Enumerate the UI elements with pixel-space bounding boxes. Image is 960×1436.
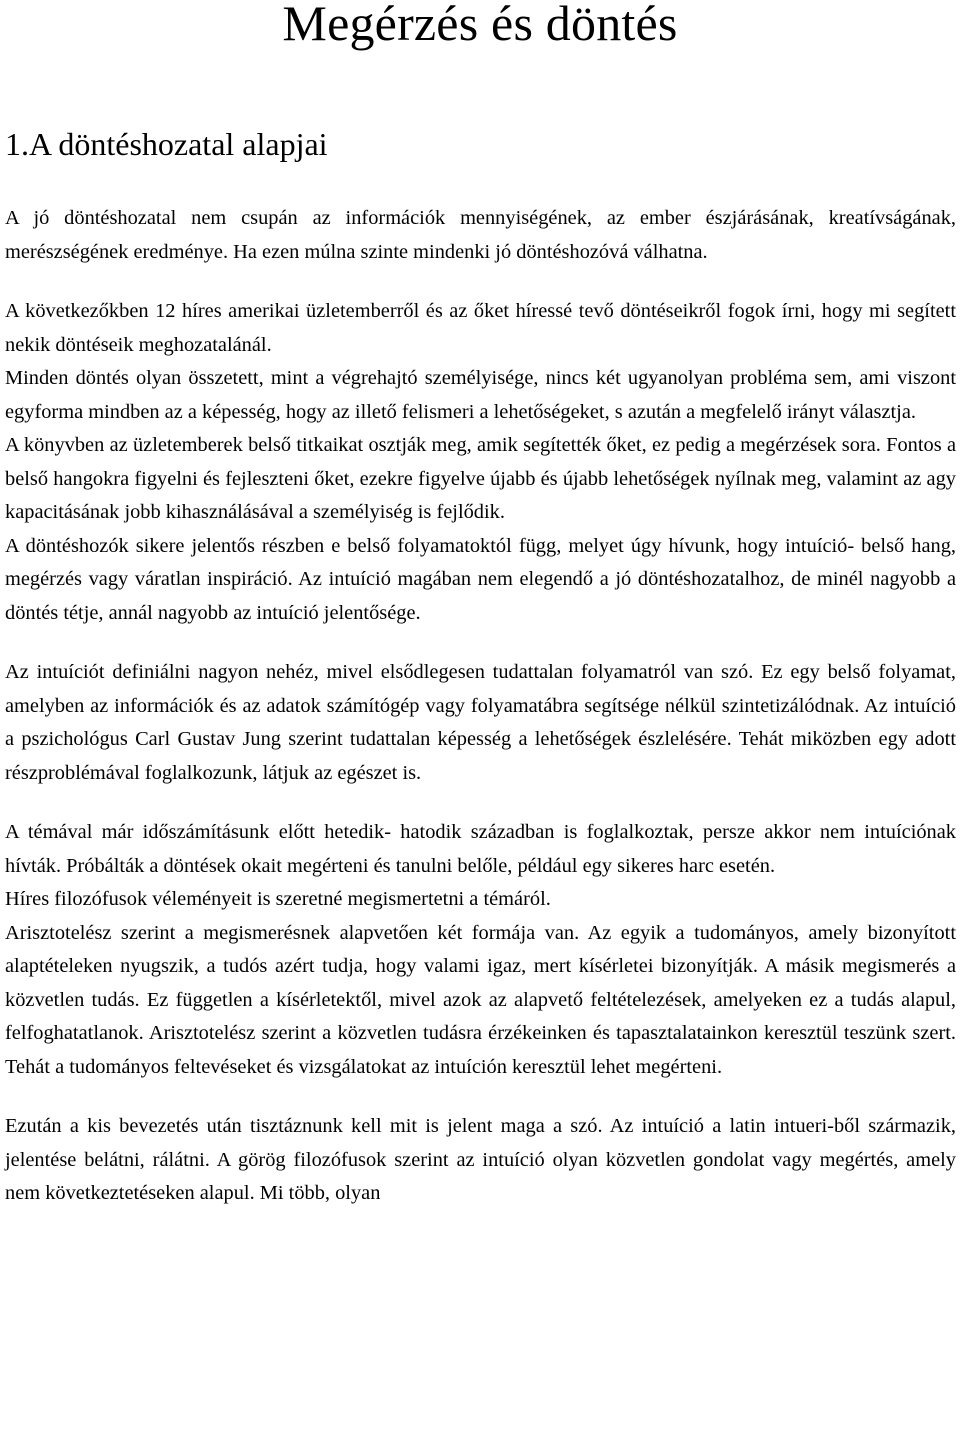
paragraph: Híres filozófusok véleményeit is szeretné megismertetni a témáról.	[5, 888, 551, 910]
document-body	[5, 202, 956, 1211]
paragraph: A témával már időszámításunk előtt hetedik- hatodik században is foglalkoztak, persze akkor nem intuíciónak hívták. Próbálták a döntések okait megérteni és tanulni belőle, például egy sikeres harc esetén.	[5, 821, 956, 877]
paragraph: Minden döntés olyan összetett, mint a végrehajtó személyisége, nincs két ugyanolyan probléma sem, ami viszont egyforma mindben az a képesség, hogy az illető felismeri a lehetőségeket, s azután a megfelelő irányt választja.	[5, 367, 956, 423]
paragraph: Ezután a kis bevezetés után tisztáznunk kell mit is jelent maga a szó. Az intuíció a latin intueri-ből származik, jelentése belátni, rálátni. A görög filozófusok szerint az intuíció olyan közvetlen gondolat vagy megértés, amely nem következtetéseken alapul. Mi több, olyan	[5, 1115, 956, 1204]
document-title: Megérzés és döntés	[282, 0, 678, 51]
section-heading: 1.A döntéshozatal alapjai	[5, 126, 328, 162]
paragraph: A jó döntéshozatal nem csupán az információk mennyiségének, az ember észjárásának, kreatívságának, merészségének eredménye. Ha ezen múlna szinte mindenki jó döntéshozóvá válhatna.	[5, 207, 956, 263]
paragraph: A következőkben 12 híres amerikai üzletemberről és az őket híressé tevő döntéseikről fogok írni, hogy mi segített nekik döntéseik meghozatalánál.	[5, 300, 956, 356]
paragraph: A döntéshozók sikere jelentős részben e belső folyamatoktól függ, melyet úgy hívunk, hogy intuíció- belső hang, megérzés vagy váratlan inspiráció. Az intuíció magában nem elegendő a jó döntéshozatalhoz, de minél nagyobb a döntés tétje, annál nagyobb az intuíció jelentősége.	[5, 534, 956, 624]
paragraph: Az intuíciót definiálni nagyon nehéz, mivel elsődlegesen tudattalan folyamatról van szó. Ez egy belső folyamat, amelyben az információk és az adatok számítógép vagy folyamatábra segítsége nélkül szintetizálódnak. Az intuíció a pszichológus Carl Gustav Jung szerint tudattalan képesség a lehetőségek észlelésére. Tehát miközben egy adott részproblémával foglalkozunk, látjuk az egészet is.	[5, 661, 956, 784]
paragraph: A könyvben az üzletemberek belső titkaikat osztják meg, amik segítették őket, ez pedig a megérzések sora. Fontos a belső hangokra figyelni és fejleszteni őket, ezekre figyelve újabb és újabb lehetőségek nyílnak meg, valamint az agy kapacitásának jobb kihasználásával a személyiség is fejlődik.	[5, 434, 956, 523]
paragraph: Arisztotelész szerint a megismerésnek alapvetően két formája van. Az egyik a tudományos, amely bizonyított alaptételeken nyugszik, a tudós azért tudja, hogy valami igaz, mert kísérletei bizonyítják. A másik megismerés a közvetlen tudás. Ez független a kísérletektől, mivel azok az alapvető feltételezések, amelyeken ez a tudás alapul, felfoghatatlanok. Arisztotelész szerint a közvetlen tudásra érzékeinken és tapasztalatainkon keresztül teszünk szert. Tehát a tudományos feltevéseket és vizsgálatokat az intuíción keresztül lehet megérteni.	[5, 921, 956, 1078]
